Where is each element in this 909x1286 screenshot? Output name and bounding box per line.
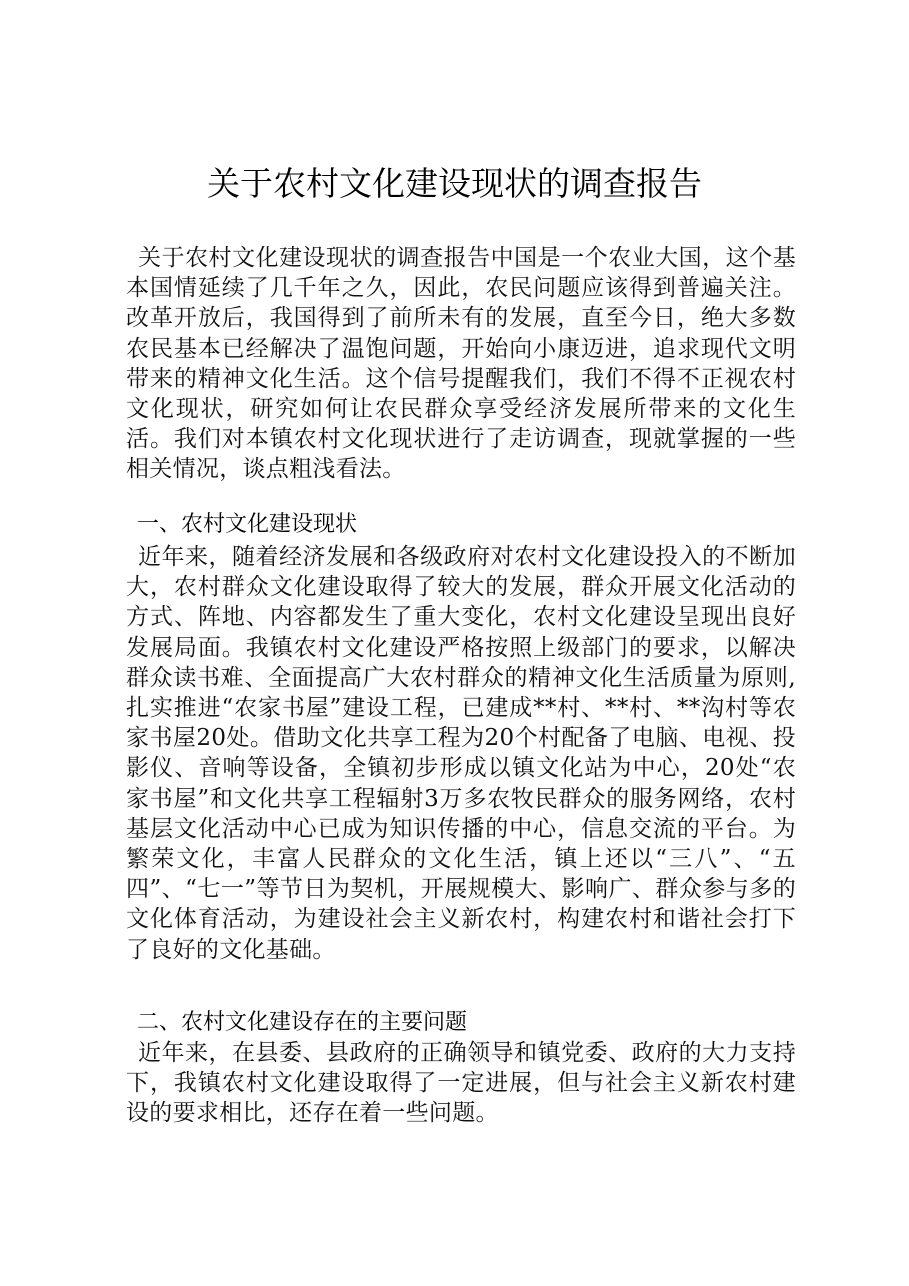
section-heading-status: 一、农村文化建设现状 — [137, 512, 358, 537]
document-title: 关于农村文化建设现状的调查报告 — [207, 164, 702, 203]
problems-paragraph: 近年来，在县委、县政府的正确领导和镇党委、政府的大力支持下，我镇农村文化建设取得了一定进展，但与社会主义新农村建设的要求相比，还存在着一些问题。 — [126, 1040, 796, 1127]
section-heading-problems: 二、农村文化建设存在的主要问题 — [137, 1010, 468, 1035]
status-paragraph: 近年来，随着经济发展和各级政府对农村文化建设投入的不断加大，农村群众文化建设取得了较大的发展，群众开展文化活动的方式、阵地、内容都发生了重大变化，农村文化建设呈现出良好发展局面。我镇农村文化建设严格按照上级部门的要求，以解决群众读书难、全面提高广大农村群众的精神文化生活质量为原则,扎实推进“农家书屋”建设工程，已建成**村、**村、**沟村等农家书屋20处。借助文化共享工程为20个村配备了电脑、电视、投影仪、音响等设备，全镇初步形成以镇文化站为中心，20处“农家书屋”和文化共享工程辐射3万多农牧民群众的服务网络，农村基层文化活动中心已成为知识传播的中心，信息交流的平台。为繁荣文化，丰富人民群众的文化生活，镇上还以“三八”、“五四”、“七一”等节日为契机，开展规模大、影响广、群众参与多的文化体育活动，为建设社会主义新农村，构建农村和谐社会打下了良好的文化基础。 — [126, 544, 796, 963]
intro-paragraph: 关于农村文化建设现状的调查报告中国是一个农业大国，这个基本国情延续了几千年之久，因此，农民问题应该得到普遍关注。改革开放后，我国得到了前所未有的发展，直至今日，绝大多数农民基本已经解决了温饱问题，开始向小康迈进，追求现代文明带来的精神文化生活。这个信号提醒我们，我们不得不正视农村文化现状，研究如何让农民群众享受经济发展所带来的文化生活。我们对本镇农村文化现状进行了走访调查，现就掌握的一些相关情况，谈点粗浅看法。 — [126, 245, 796, 483]
